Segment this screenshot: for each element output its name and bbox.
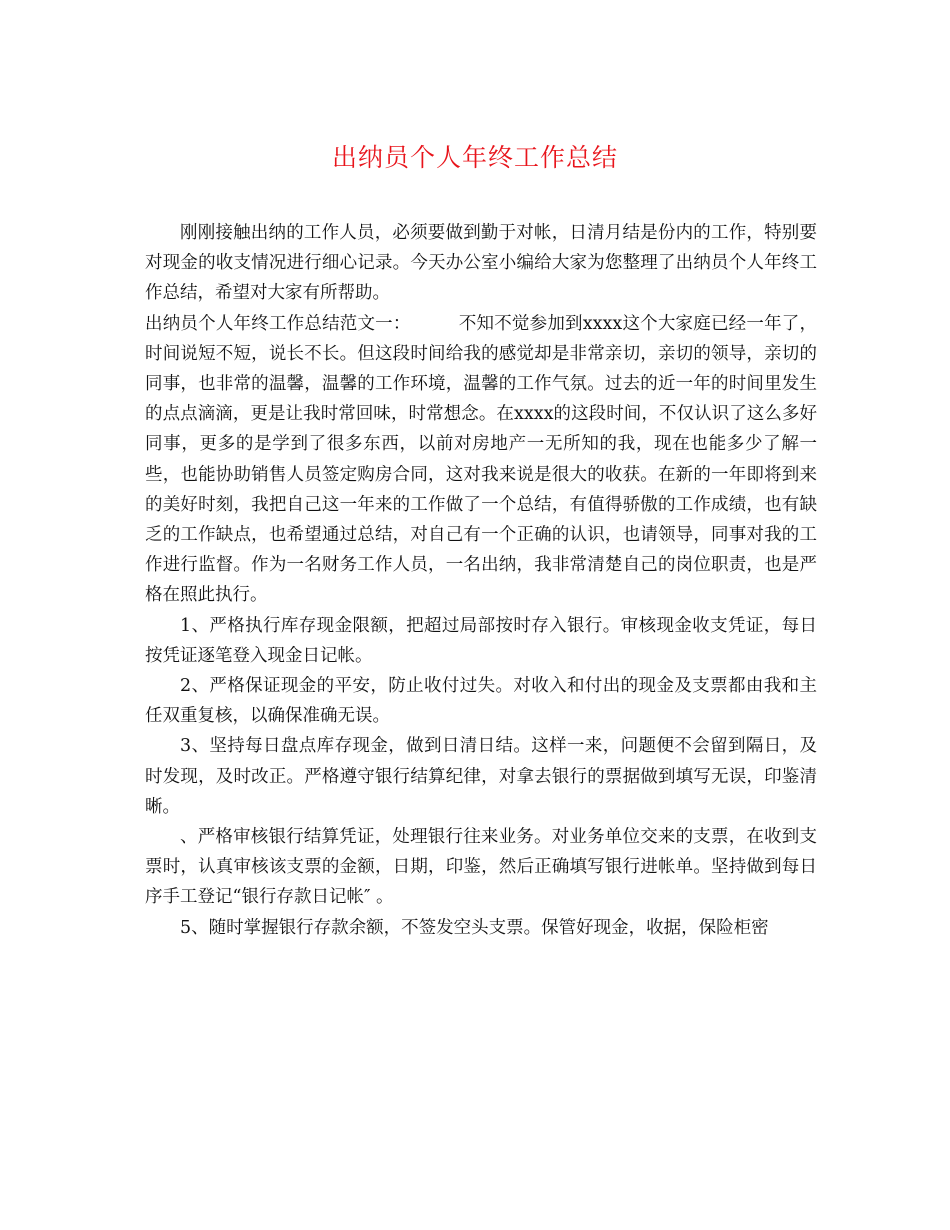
sample-body: 不知不觉参加到xxxx这个大家庭已经一年了，时间说短不短，说长不长。但这段时间给我的感觉却是非常亲切，亲切的领导，亲切的同事，也非常的温馨，温馨的工作环境，温馨的工作气氛。过去的近一年的时间里发生的点点滴滴，更是让我时常回味，时常想念。在xxxx的这段时间，不仅认识了这么多好同事，更多的是学到了很多东西，以前对房地产一无所知的我，现在也能多少了解一些，也能协助销售人员签定购房合同，这对我来说是很大的收获。在新的一年即将到来的美好时刻，我把自己这一年来的工作做了一个总结，有值得骄傲的工作成绩，也有缺乏的工作缺点，也希望通过总结，对自己有一个正确的认识，也请领导，同事对我的工作进行监督。作为一名财务工作人员，一名出纳，我非常清楚自己的岗位职责，也是严格在照此执行。 bbox=[145, 313, 818, 606]
list-item-2: 2、严格保证现金的平安，防止收付过失。对收入和付出的现金及支票都由我和主任双重复核，以确保准确无误。 bbox=[145, 676, 817, 727]
list-item-3: 3、坚持每日盘点库存现金，做到日清日结。这样一来，问题便不会留到隔日，及时发现，及时改正。严格遵守银行结算纪律，对拿去银行的票据做到填写无误，印鉴清晰。 bbox=[145, 736, 817, 817]
sample-paragraph bbox=[145, 309, 817, 611]
intro-paragraph: 刚刚接触出纳的工作人员，必须要做到勤于对帐，日清月结是份内的工作，特别要对现金的收支情况进行细心记录。今天办公室小编给大家为您整理了出纳员个人年终工作总结，希望对大家有所帮助。 bbox=[145, 223, 817, 304]
document-body bbox=[145, 218, 817, 943]
sample-label: 出纳员个人年终工作总结范文一： bbox=[145, 313, 411, 334]
list-item-4: 、严格审核银行结算凭证，处理银行往来业务。对业务单位交来的支票，在收到支票时，认真审核该支票的金额，日期，印鉴，然后正确填写银行进帐单。坚持做到每日序手工登记“银行存款日记帐″ 。 bbox=[145, 827, 817, 908]
document-title: 出纳员个人年终工作总结 bbox=[331, 143, 618, 172]
list-item-5: 5、随时掌握银行存款余额，不签发空头支票。保管好现金，收据，保险柜密 bbox=[180, 917, 769, 938]
list-item-1: 1、严格执行库存现金限额，把超过局部按时存入银行。审核现金收支凭证，每日按凭证逐笔登入现金日记帐。 bbox=[145, 615, 817, 666]
